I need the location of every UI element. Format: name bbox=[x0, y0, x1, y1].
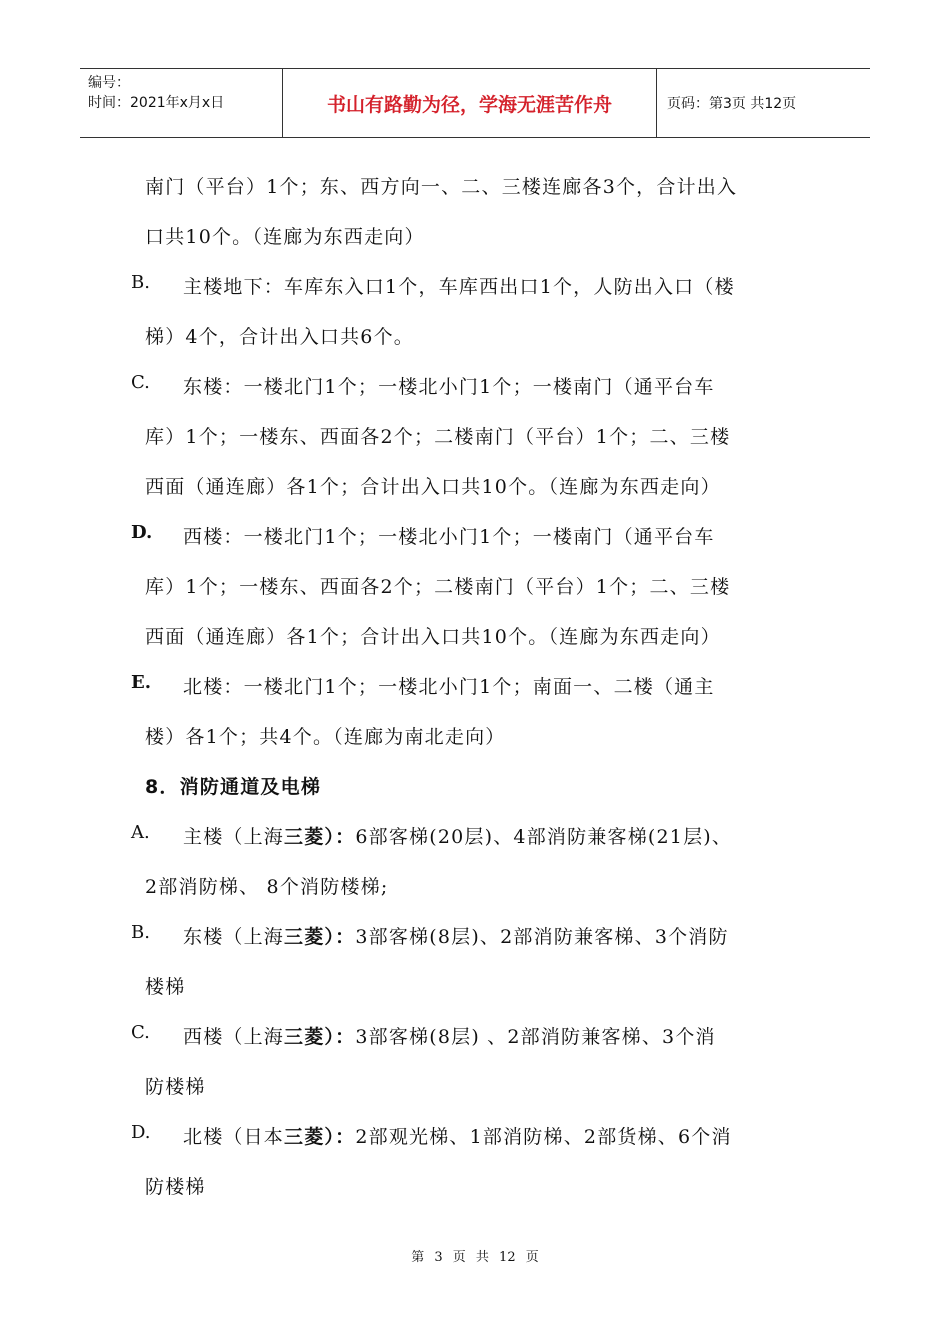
item-label: D. bbox=[131, 522, 153, 543]
number-label: 编号： bbox=[88, 75, 130, 91]
text-span: 6部客梯(20层)、4部消防兼客梯(21层)、 bbox=[355, 826, 733, 848]
item-label: B. bbox=[131, 922, 150, 943]
item-label: E. bbox=[131, 672, 151, 693]
text-line: 库）1个；一楼东、西面各2个；二楼南门（平台）1个；二、三楼 bbox=[145, 426, 731, 448]
text-line: 北楼：一楼北门1个；一楼北小门1个；南面一、二楼（通主 bbox=[183, 676, 715, 698]
text-line bbox=[183, 1122, 732, 1149]
text-line: 防楼梯 bbox=[145, 1176, 206, 1198]
text-line: 楼）各1个；共4个。（连廊为南北走向） bbox=[145, 726, 506, 748]
item-label: B. bbox=[131, 272, 150, 293]
text-span: 2部观光梯、1部消防梯、2部货梯、6个消 bbox=[355, 1126, 732, 1148]
header-meta bbox=[80, 69, 282, 137]
text-span: 3部客梯(8层) 、2部消防兼客梯、3个消 bbox=[355, 1026, 716, 1048]
text-line: 库）1个；一楼东、西面各2个；二楼南门（平台）1个；二、三楼 bbox=[145, 576, 731, 598]
text-span: 3部客梯(8层)、2部消防兼客梯、3个消防 bbox=[355, 926, 729, 948]
item-label: D. bbox=[131, 1122, 151, 1143]
text-line: 西楼：一楼北门1个；一楼北小门1个；一楼南门（通平台车 bbox=[183, 526, 715, 548]
text-line: 西面（通连廊）各1个；合计出入口共10个。（连廊为东西走向） bbox=[145, 626, 721, 648]
header-page-info: 页码：第3页 共12页 bbox=[667, 96, 797, 112]
text-line bbox=[183, 922, 729, 949]
text-line: 梯）4个，合计出入口共6个。 bbox=[145, 326, 414, 348]
date-label: 时间：2021年x月x日 bbox=[88, 95, 225, 111]
text-line bbox=[183, 1022, 716, 1049]
text-line: 2部消防梯、 8个消防楼梯; bbox=[145, 876, 389, 898]
text-line: 东楼：一楼北门1个；一楼北小门1个；一楼南门（通平台车 bbox=[183, 376, 715, 398]
bold-span: 三菱）： bbox=[284, 826, 356, 848]
text-line: 西面（通连廊）各1个；合计出入口共10个。（连廊为东西走向） bbox=[145, 476, 721, 498]
text-span: 东楼（上海 bbox=[183, 926, 285, 948]
bold-span: 三菱）： bbox=[284, 1026, 356, 1048]
page-footer: 第 3 页 共 12 页 bbox=[411, 1250, 539, 1265]
text-line bbox=[183, 822, 732, 849]
text-line: 口共10个。（连廊为东西走向） bbox=[145, 226, 425, 248]
text-span: 北楼（日本 bbox=[183, 1126, 285, 1148]
bold-span: 三菱）： bbox=[284, 1126, 356, 1148]
text-span: 主楼（上海 bbox=[183, 826, 285, 848]
header-motto: 书山有路勤为径，学海无涯苦作舟 bbox=[282, 69, 657, 137]
text-line: 主楼地下：车库东入口1个，车库西出口1个，人防出入口（楼 bbox=[183, 276, 735, 298]
text-line: 防楼梯 bbox=[145, 1076, 206, 1098]
item-label: C. bbox=[131, 1022, 150, 1043]
section-heading: 8．消防通道及电梯 bbox=[145, 776, 322, 798]
text-line: 南门（平台）1个；东、西方向一、二、三楼连廊各3个，合计出入 bbox=[145, 176, 738, 198]
bold-span: 三菱）： bbox=[284, 926, 356, 948]
text-line: 楼梯 bbox=[145, 976, 186, 998]
item-label: A. bbox=[131, 822, 150, 843]
item-label: C. bbox=[131, 372, 150, 393]
page-header bbox=[80, 68, 870, 138]
text-span: 西楼（上海 bbox=[183, 1026, 285, 1048]
